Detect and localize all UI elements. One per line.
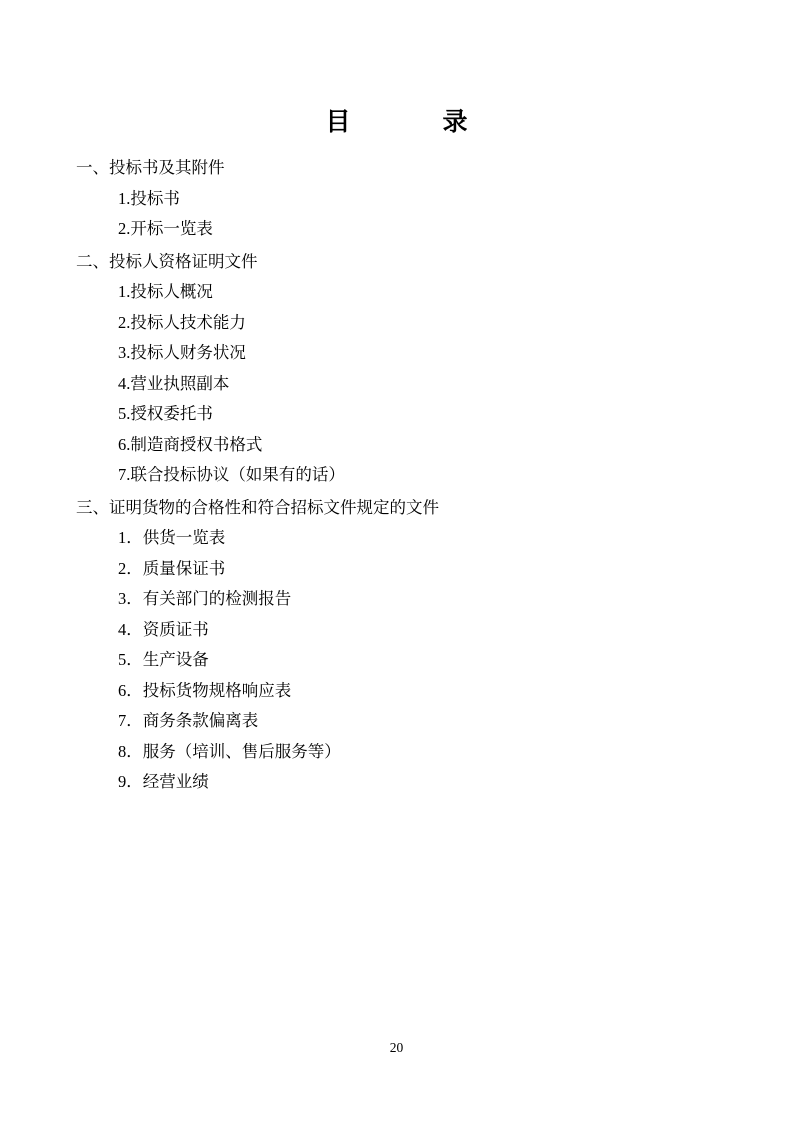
toc-item: 5.授权委托书 bbox=[118, 404, 213, 423]
toc-section: 一、投标书及其附件 bbox=[76, 158, 225, 177]
toc-section: 三、证明货物的合格性和符合招标文件规定的文件 bbox=[76, 497, 439, 517]
toc-item: 4．资质证书 bbox=[118, 619, 209, 639]
toc-item: 7．商务条款偏离表 bbox=[118, 711, 259, 730]
toc-item: 9．经营业绩 bbox=[118, 772, 209, 791]
toc-item: 1.投标人概况 bbox=[118, 282, 213, 301]
table-of-contents bbox=[0, 160, 793, 791]
toc-item: 2．质量保证书 bbox=[118, 558, 226, 578]
toc-item: 2.开标一览表 bbox=[118, 219, 213, 238]
toc-section: 二、投标人资格证明文件 bbox=[76, 251, 258, 271]
toc-item: 6.制造商授权书格式 bbox=[118, 434, 263, 454]
toc-item: 5．生产设备 bbox=[118, 650, 209, 669]
toc-item: 7.联合投标协议（如果有的话） bbox=[118, 465, 345, 484]
toc-item: 3.投标人财务状况 bbox=[118, 343, 246, 362]
page-number: 20 bbox=[389, 1040, 404, 1055]
page-title: 目 录 bbox=[325, 109, 482, 136]
toc-item: 1.投标书 bbox=[118, 188, 180, 208]
toc-item: 1．供货一览表 bbox=[118, 528, 226, 547]
toc-item: 6．投标货物规格响应表 bbox=[118, 680, 292, 700]
toc-item: 8．服务（培训、售后服务等） bbox=[118, 741, 341, 761]
toc-item: 3．有关部门的检测报告 bbox=[118, 589, 292, 608]
toc-item: 4.营业执照副本 bbox=[118, 373, 230, 393]
toc-item: 2.投标人技术能力 bbox=[118, 312, 246, 332]
